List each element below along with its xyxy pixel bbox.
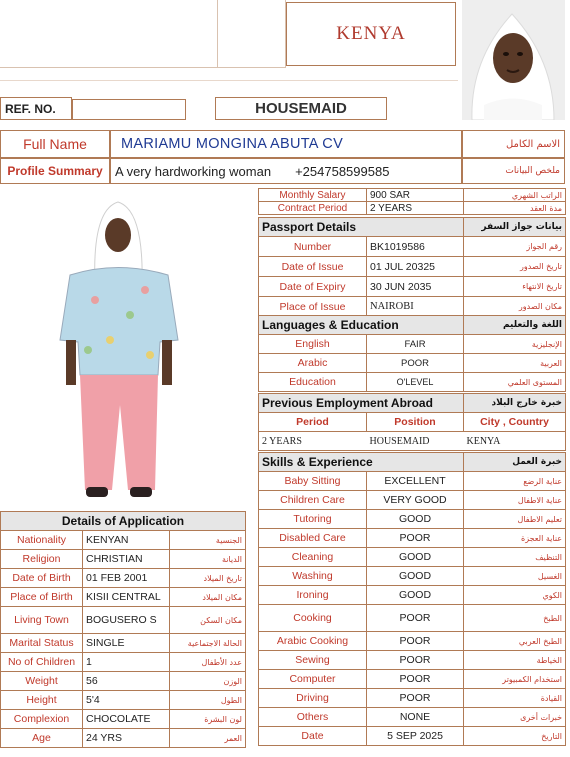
application-row: Nationality KENYAN الجنسية (1, 531, 246, 550)
position-title: HOUSEMAID (255, 100, 347, 117)
profile-value: A very hardworking woman +254758599585 (110, 158, 462, 184)
full-name-value: MARIAMU MONGINA ABUTA CV (110, 130, 462, 158)
skill-row: Washing GOOD الغسيل (259, 567, 566, 586)
skill-row: Cooking POOR الطبخ (259, 605, 566, 632)
application-row: Marital Status SINGLE الحالة الاجتماعية (1, 634, 246, 653)
skill-row: Computer POOR استخدام الكمبيوتر (259, 670, 566, 689)
skill-row: Cleaning GOOD التنظيف (259, 548, 566, 567)
arabic-row: Arabic POOR العربية (259, 354, 566, 373)
passport-header: Passport Details بيانات جواز السفر (259, 218, 566, 237)
ref-no-label: REF. NO. (0, 97, 72, 120)
salary-block (258, 188, 565, 215)
profile-ar: ملخص البيانات (462, 158, 565, 184)
employment-col-headers: Period Position City , Country (259, 413, 566, 432)
skill-row: Arabic Cooking POOR الطبخ العربي (259, 632, 566, 651)
passport-place-row: Place of Issue NAIROBI مكان الصدور (259, 297, 566, 317)
application-row: Weight 56 الوزن (1, 672, 246, 691)
ref-no-field[interactable] (72, 99, 186, 120)
country-title: KENYA (336, 23, 406, 44)
application-section (0, 511, 245, 748)
skill-row: Baby Sitting EXCELLENT عناية الرضع (259, 472, 566, 491)
head-photo (462, 0, 565, 120)
application-row: No of Children 1 عدد الأطفال (1, 653, 246, 672)
full-name-ar: الاسم الكامل (462, 130, 565, 158)
passport-number-row: Number BK1019586 رقم الجواز (259, 237, 566, 257)
application-row: Living Town BOGUSERO S مكان السكن (1, 607, 246, 634)
skill-row: Children Care VERY GOOD عناية الاطفال (259, 491, 566, 510)
position-box (215, 97, 387, 120)
skill-row: Date 5 SEP 2025 التاريخ (259, 727, 566, 746)
salary-row: Monthly Salary 900 SAR الراتب الشهري (259, 189, 566, 202)
full-body-photo (0, 190, 245, 510)
full-name-label: Full Name (0, 130, 110, 158)
header-left-box (0, 0, 218, 68)
application-row: Height 5'4 الطول (1, 691, 246, 710)
passport-issue-row: Date of Issue 01 JUL 20325 تاريخ الصدور (259, 257, 566, 277)
contract-row: Contract Period 2 YEARS مدة العقد (259, 202, 566, 215)
passport-expiry-row: Date of Expiry 30 JUN 2035 تاريخ الانتهاء (259, 277, 566, 297)
skills-header: Skills & Experience خبرة العمل (259, 453, 566, 472)
header-mid-box (218, 0, 286, 68)
employment-row: 2 YEARS HOUSEMAID KENYA (259, 432, 566, 451)
application-row: Date of Birth 01 FEB 2001 تاريخ الميلاد (1, 569, 246, 588)
english-row: English FAIR الإنجليزية (259, 335, 566, 354)
country-box (286, 2, 456, 66)
employment-section (258, 393, 565, 458)
application-row: Religion CHRISTIAN الديانة (1, 550, 246, 569)
employment-header: Previous Employment Abroad خبرة خارج البلاد (259, 394, 566, 413)
profile-label: Profile Summary (0, 158, 110, 184)
skill-row: Ironing GOOD الكوي (259, 586, 566, 605)
languages-header: Languages & Education اللغة والتعليم (259, 316, 566, 335)
skill-row: Tutoring GOOD تعليم الاطفال (259, 510, 566, 529)
application-row: Age 24 YRS العمر (1, 729, 246, 748)
application-row: Place of Birth KISII CENTRAL مكان الميلاد (1, 588, 246, 607)
skill-row: Disabled Care POOR عناية العجزة (259, 529, 566, 548)
skill-row: Sewing POOR الخياطة (259, 651, 566, 670)
skills-section (258, 452, 565, 746)
header-line (0, 80, 458, 81)
application-row: Complexion CHOCOLATE لون البشرة (1, 710, 246, 729)
passport-section (258, 217, 565, 317)
skill-row: Others NONE خبرات أخرى (259, 708, 566, 727)
profile-phone: +254758599585 (295, 163, 390, 179)
application-header: Details of Application (1, 512, 246, 531)
languages-section (258, 315, 565, 392)
education-row: Education O'LEVEL المستوى العلمي (259, 373, 566, 392)
skill-row: Driving POOR القيادة (259, 689, 566, 708)
